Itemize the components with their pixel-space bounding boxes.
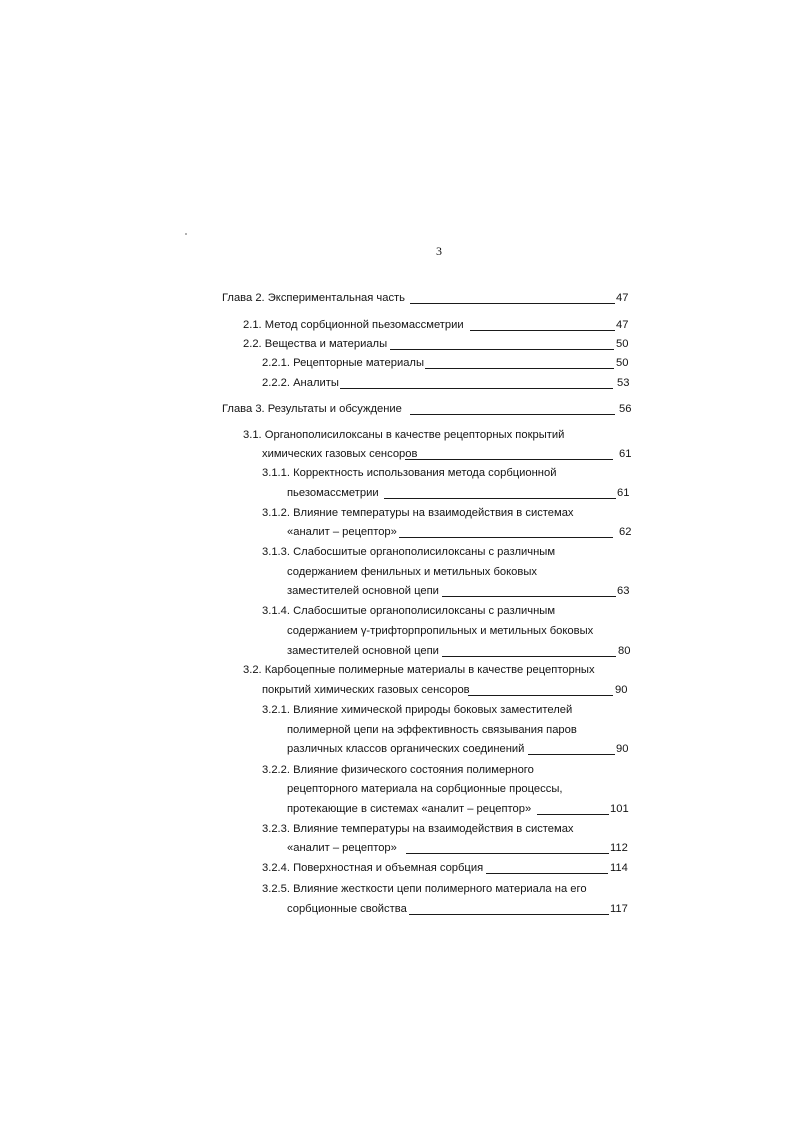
toc-entry-3-1-1-line-2[interactable] bbox=[287, 486, 632, 500]
toc-entry-title-continued: полимерной цепи на эффективность связывания паров bbox=[287, 724, 577, 736]
toc-page-number: 117 bbox=[610, 903, 628, 915]
toc-entry-title-continued: содержанием фенильных и метильных боковых bbox=[287, 566, 537, 578]
toc-entry-3-1-2-line-1[interactable] bbox=[262, 506, 574, 520]
toc-entry-title-continued: содержанием γ-трифторпропильных и метильных боковых bbox=[287, 625, 594, 637]
toc-entry-title: 2.2.1. Рецепторные материалы bbox=[262, 357, 424, 369]
toc-entry-title: Глава 3. Результаты и обсуждение bbox=[222, 403, 402, 415]
leader-line bbox=[442, 584, 616, 597]
toc-entry-3-2-2-line-3[interactable] bbox=[287, 802, 632, 816]
toc-page-number: 112 bbox=[610, 842, 628, 854]
leader-line bbox=[384, 486, 616, 499]
toc-entry-3-1-4-line-3[interactable] bbox=[287, 644, 632, 658]
toc-entry-title: 3.2.1. Влияние химической природы боковых заместителей bbox=[262, 704, 573, 716]
toc-page-number: 50 bbox=[616, 357, 629, 369]
toc-entry-3-2-4[interactable] bbox=[262, 861, 632, 875]
toc-page-number: 47 bbox=[616, 319, 629, 331]
toc-entry-3-2-1-line-2[interactable] bbox=[287, 723, 577, 737]
toc-entry-3-2-line-2[interactable] bbox=[262, 683, 632, 697]
leader-line bbox=[399, 525, 613, 538]
leader-line bbox=[468, 683, 613, 696]
toc-entry-title: 2.2.2. Аналиты bbox=[262, 377, 339, 389]
toc-entry-title-continued: химических газовых сенсоров bbox=[262, 448, 418, 460]
toc-entry-3-2-3-line-1[interactable] bbox=[262, 822, 574, 836]
toc-entry-2-1[interactable] bbox=[243, 318, 632, 332]
toc-entry-title: 3.1.3. Слабосшитые органополисилоксаны с различным bbox=[262, 546, 556, 558]
leader-line bbox=[410, 402, 615, 415]
toc-page-number: 114 bbox=[610, 862, 628, 874]
toc-entry-2-2-1[interactable] bbox=[262, 356, 632, 370]
toc-page-number: 56 bbox=[619, 403, 632, 415]
toc-entry-title: 3.1.2. Влияние температуры на взаимодействия в системах bbox=[262, 507, 574, 519]
leader-line bbox=[340, 376, 613, 389]
toc-page-number: 53 bbox=[617, 377, 630, 389]
leader-line bbox=[405, 447, 613, 460]
toc-entry-title: 3.1.4. Слабосшитые органополисилоксаны с различным bbox=[262, 605, 556, 617]
toc-entry-chapter-3[interactable] bbox=[222, 402, 636, 416]
toc-entry-title: 2.1. Метод сорбционной пьезомассметрии bbox=[243, 319, 464, 331]
toc-page-number: 61 bbox=[619, 448, 632, 460]
toc-entry-title: 3.2. Карбоцепные полимерные материалы в качестве рецепторных bbox=[243, 664, 595, 676]
leader-line bbox=[442, 644, 616, 657]
toc-page-number: 47 bbox=[616, 292, 629, 304]
toc-entry-3-1-1-line-1[interactable] bbox=[262, 466, 556, 480]
toc-entry-3-2-5-line-1[interactable] bbox=[262, 882, 587, 896]
toc-entry-title-continued: заместителей основной цепи bbox=[287, 645, 439, 657]
toc-entry-3-2-1-line-3[interactable] bbox=[287, 742, 632, 756]
leader-line bbox=[409, 902, 609, 915]
toc-page-number: 61 bbox=[617, 487, 630, 499]
leader-line bbox=[410, 291, 615, 304]
toc-entry-3-1-4-line-1[interactable] bbox=[262, 604, 555, 618]
toc-entry-3-2-3-line-2[interactable] bbox=[287, 841, 632, 855]
toc-entry-3-1-line-2[interactable] bbox=[262, 447, 632, 461]
toc-entry-title: 3.1. Органополисилоксаны в качестве рецепторных покрытий bbox=[243, 429, 565, 441]
page-number: 3 bbox=[436, 244, 442, 258]
leader-line bbox=[486, 861, 608, 874]
toc-page-number: 101 bbox=[610, 803, 629, 815]
toc-entry-3-2-5-line-2[interactable] bbox=[287, 902, 632, 916]
toc-entry-title-continued: рецепторного материала на сорбционные процессы, bbox=[287, 783, 563, 795]
toc-entry-3-1-2-line-2[interactable] bbox=[287, 525, 632, 539]
toc-entry-title-continued: сорбционные свойства bbox=[287, 903, 407, 915]
toc-entry-title: 3.2.5. Влияние жесткости цепи полимерного материала на его bbox=[262, 883, 587, 895]
toc-entry-title-continued: покрытий химических газовых сенсоров bbox=[262, 684, 470, 696]
toc-entry-title: 3.1.1. Корректность использования метода сорбционной bbox=[262, 467, 557, 479]
toc-entry-title: 3.2.3. Влияние температуры на взаимодействия в системах bbox=[262, 823, 574, 835]
leader-line bbox=[390, 337, 614, 350]
toc-entry-title: 3.2.2. Влияние физического состояния полимерного bbox=[262, 764, 534, 776]
toc-page-number: 90 bbox=[615, 684, 628, 696]
toc-entry-title: Глава 2. Экспериментальная часть bbox=[222, 292, 406, 304]
toc-entry-3-1-3-line-3[interactable] bbox=[287, 584, 632, 598]
toc-entry-title: 2.2. Вещества и материалы bbox=[243, 338, 388, 350]
toc-entry-3-1-line-1[interactable] bbox=[243, 428, 564, 442]
toc-entry-3-2-line-1[interactable] bbox=[243, 663, 595, 677]
toc-page-number: 62 bbox=[619, 526, 632, 538]
toc-entry-3-2-1-line-1[interactable] bbox=[262, 703, 572, 717]
toc-entry-chapter-2[interactable] bbox=[222, 291, 632, 305]
leader-line bbox=[470, 318, 615, 331]
toc-entry-3-1-4-line-2[interactable] bbox=[287, 624, 593, 638]
toc-entry-title-continued: заместителей основной цепи bbox=[287, 585, 439, 597]
toc-page-number: 63 bbox=[617, 585, 630, 597]
toc-entry-3-1-3-line-1[interactable] bbox=[262, 545, 555, 559]
toc-entry-title: 3.2.4. Поверхностная и объемная сорбция bbox=[262, 862, 484, 874]
toc-entry-2-2-2[interactable] bbox=[262, 376, 632, 390]
toc-page-number: 50 bbox=[616, 338, 629, 350]
toc-entry-title-continued: «аналит – рецептор» bbox=[287, 842, 397, 854]
toc-entry-3-2-2-line-2[interactable] bbox=[287, 782, 562, 796]
toc-entry-3-1-3-line-2[interactable] bbox=[287, 565, 537, 579]
toc-entry-title-continued: различных классов органических соединений bbox=[287, 743, 525, 755]
leader-line bbox=[425, 356, 614, 369]
leader-line bbox=[406, 841, 609, 854]
leader-line bbox=[528, 742, 615, 755]
leader-line bbox=[537, 802, 609, 815]
toc-entry-2-2[interactable] bbox=[243, 337, 632, 351]
toc-entry-title-continued: «аналит – рецептор» bbox=[287, 526, 397, 538]
toc-page-number: 80 bbox=[618, 645, 631, 657]
toc-entry-title-continued: пьезомассметрии bbox=[287, 487, 379, 499]
toc-page-number: 90 bbox=[616, 743, 629, 755]
toc-entry-title-continued: протекающие в системах «аналит – рецептор» bbox=[287, 803, 532, 815]
toc-entry-3-2-2-line-1[interactable] bbox=[262, 763, 534, 777]
